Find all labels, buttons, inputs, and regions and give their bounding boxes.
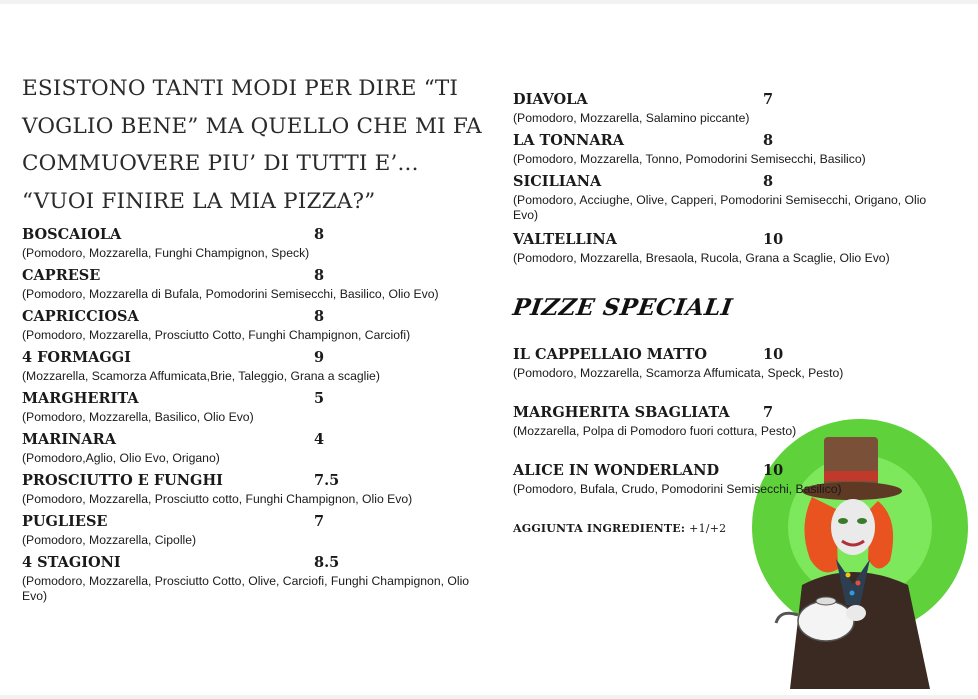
menu-item-la-tonnara [513,132,866,167]
item-ingredients: (Pomodoro,Aglio, Olio Evo, Origano) [22,451,220,465]
item-ingredients: (Pomodoro, Mozzarella, Cipolle) [22,533,197,547]
item-name: LA TONNARA [513,132,624,149]
item-price: 8 [763,173,774,190]
item-price: 7 [314,513,325,530]
item-name: MARGHERITA [22,390,139,407]
item-ingredients: (Pomodoro, Mozzarella, Funghi Champignon, Speck) [22,246,310,260]
hand [846,605,866,621]
menu-item-marinara [22,431,325,466]
specials-title: PIZZE SPECIALI [511,294,735,321]
tagline-line: “VUOI FINIRE LA MIA PIZZA?” [22,188,376,214]
item-price: 10 [763,231,784,248]
item-ingredients: (Pomodoro, Acciughe, Olive, Capperi, Pomodorini Semisecchi, Origano, Olio Evo) [513,193,927,222]
cravat-dot [850,591,855,596]
item-name: 4 FORMAGGI [22,349,131,366]
item-ingredients: (Pomodoro, Mozzarella, Prosciutto Cotto, Funghi Champignon, Carciofi) [22,328,411,342]
item-name: BOSCAIOLA [22,226,122,243]
item-price: 5 [314,390,325,407]
item-price: 7 [763,404,774,421]
item-name: PROSCIUTTO E FUNGHI [22,472,223,489]
item-ingredients: (Pomodoro, Mozzarella, Prosciutto cotto, Funghi Champignon, Olio Evo) [22,492,413,506]
menu-item-pugliese [22,513,325,548]
menu-item-prosciutto-e-funghi [22,472,412,507]
special-alice-in-wonderland [513,462,842,497]
item-name: CAPRESE [22,267,101,284]
item-price: 4 [314,431,325,448]
item-name: MARINARA [22,431,116,448]
item-price: 8 [314,267,325,284]
item-ingredients: (Mozzarella, Scamorza Affumicata,Brie, Taleggio, Grana a scaglie) [22,369,380,383]
menu-item-diavola [513,91,774,126]
addon-value: +1/+2 [689,522,727,535]
item-price: 8 [314,226,325,243]
item-price: 10 [763,346,784,363]
menu-page [0,4,978,695]
tagline-line: ESISTONO TANTI MODI PER DIRE “TI [22,76,459,101]
item-name: ALICE IN WONDERLAND [513,462,720,479]
item-name: MARGHERITA SBAGLIATA [513,404,730,421]
face [831,499,875,555]
item-name: CAPRICCIOSA [22,308,139,325]
item-price: 10 [763,462,784,479]
eye-right [857,518,867,524]
tagline [22,70,482,220]
item-ingredients: (Mozzarella, Polpa di Pomodoro fuori cottura, Pesto) [513,424,797,438]
item-name: PUGLIESE [22,513,108,530]
addon-label: AGGIUNTA INGREDIENTE: [513,522,686,535]
menu-item-caprese [22,267,439,302]
item-price: 7 [763,91,774,108]
item-name: VALTELLINA [513,231,617,248]
item-price: 8.5 [314,554,340,571]
menu-item-siciliana [513,173,953,223]
cravat-dot [846,573,851,578]
menu-item-4-stagioni [22,554,472,604]
menu-item-4-formaggi [22,349,380,384]
item-ingredients: (Pomodoro, Mozzarella di Bufala, Pomodorini Semisecchi, Basilico, Olio Evo) [22,287,439,301]
tagline-line: VOGLIO BENE” MA QUELLO CHE MI FA [22,113,482,139]
teapot-spout [776,613,798,623]
item-ingredients: (Pomodoro, Mozzarella, Tonno, Pomodorini Semisecchi, Basilico) [513,152,866,166]
menu-item-valtellina [513,231,890,266]
item-name: 4 STAGIONI [22,554,121,571]
item-ingredients: (Pomodoro, Mozzarella, Salamino piccante) [513,111,750,125]
item-name: DIAVOLA [513,91,588,108]
item-ingredients: (Pomodoro, Mozzarella, Prosciutto Cotto, Olive, Carciofi, Funghi Champignon, Olio Evo) [22,574,470,603]
eye-left [838,518,848,524]
special-margherita-sbagliata [513,404,796,439]
item-name: IL CAPPELLAIO MATTO [513,346,707,363]
item-ingredients: (Pomodoro, Bufala, Crudo, Pomodorini Semisecchi, Basilico) [513,482,842,496]
special-il-cappellaio-matto [513,346,843,381]
teapot [798,601,854,641]
item-ingredients: (Pomodoro, Mozzarella, Basilico, Olio Evo) [22,410,254,424]
teapot-lid [816,597,836,605]
item-price: 9 [314,349,325,366]
addon-ingredients [513,522,726,535]
item-ingredients: (Pomodoro, Mozzarella, Bresaola, Rucola, Grana a Scaglie, Olio Evo) [513,251,890,265]
menu-item-boscaiola [22,226,325,261]
item-price: 7.5 [314,472,340,489]
mad-hatter-illustration [740,409,972,689]
item-ingredients: (Pomodoro, Mozzarella, Scamorza Affumicata, Speck, Pesto) [513,366,844,380]
menu-item-capricciosa [22,308,410,343]
tagline-line: COMMUOVERE PIU’ DI TUTTI E’... [22,151,419,176]
item-price: 8 [314,308,325,325]
item-name: SICILIANA [513,173,602,190]
menu-item-margherita [22,390,325,425]
cravat-dot [856,581,861,586]
item-price: 8 [763,132,774,149]
